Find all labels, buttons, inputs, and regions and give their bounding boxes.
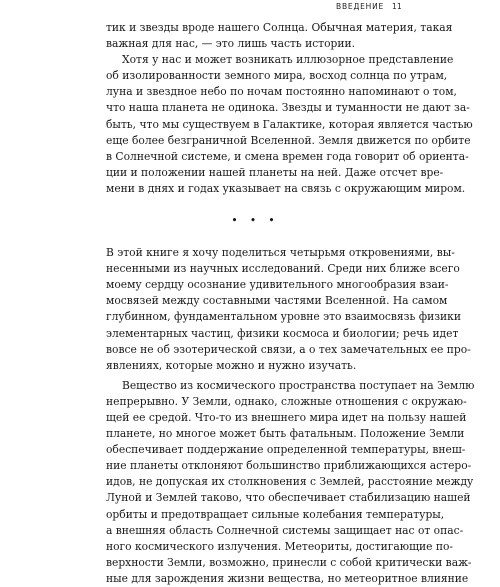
page-number: 11 — [392, 1, 402, 11]
text-line: тик и звезды вроде нашего Солнца. Обычная материя, такая — [106, 21, 453, 34]
text-line: об изолированности земного мира, восход солнца по утрам, — [106, 69, 448, 83]
text-line: луна и звездное небо по ночам постоянно напоминают о том, — [106, 85, 457, 99]
text-line: что наша планета не одинока. Звезды и туманности не дают за- — [106, 101, 470, 115]
text-line: элементарных частиц, физики космоса и биологии; речь идет — [106, 326, 459, 340]
text-line: Вещество из космического пространства поступает на Землю — [122, 378, 475, 392]
body-text — [106, 20, 475, 587]
text-line: мени в днях и годах указывает на связь с окружающим миром. — [106, 181, 466, 195]
separator-dot: • — [268, 213, 277, 227]
paragraph — [106, 245, 471, 374]
text-line: Хотя у нас и может возникать иллюзорное представление — [122, 53, 454, 67]
paragraph — [106, 378, 475, 587]
section-title: ВВЕДЕНИЕ — [336, 1, 385, 11]
text-line: непрерывно. У Земли, однако, сложные отношения с окружаю- — [106, 394, 467, 408]
text-line: ного космического излучения. Метеориты, достигающие по- — [106, 539, 454, 553]
paragraph — [106, 20, 453, 52]
text-line: вовсе не об эзотерической связи, а о тех замечательных ее про- — [106, 342, 471, 356]
text-line: мосвязей между составными частями Вселенной. На самом — [106, 294, 448, 308]
text-line: еще более безграничной Вселенной. Земля движется по орбите — [106, 133, 471, 147]
text-line: явлениях, которые можно и нужно изучать. — [106, 358, 357, 372]
text-line: орбиты и предотвращает сильные колебания температуры, — [106, 507, 445, 521]
text-line: ные для зарождения жизни вещества, но метеоритное влияние — [106, 571, 469, 585]
text-line: быть, что мы существуем в Галактике, которая является частью — [106, 117, 473, 131]
text-line: ции и положении нашей планеты на ней. Даже отсчет вре- — [106, 165, 444, 179]
text-line: Луной и Землей таково, что обеспечивает стабилизацию нашей — [106, 491, 471, 505]
separator-dot: • — [231, 213, 240, 227]
text-line: а внешняя область Солнечной системы защищает нас от опас- — [106, 523, 464, 537]
paragraph — [106, 52, 473, 197]
text-line: глубинном, фундаментальном уровне это взаимосвязь физики — [106, 310, 461, 324]
text-line: идов, не допуская их столкновения с Землей, расстояние между — [106, 475, 474, 489]
text-line: верхности Земли, возможно, принесли с собой критически важ- — [106, 555, 472, 569]
text-line: В этой книге я хочу поделиться четырьмя откровениями, вы- — [106, 246, 455, 260]
text-line: важная для нас, — это лишь часть истории. — [106, 37, 356, 51]
text-line: несенными из научных исследований. Среди них ближе всего — [106, 262, 460, 276]
separator-dot: • — [249, 213, 259, 227]
text-line: обеспечивает поддержание определенной температуры, внеш- — [106, 443, 466, 457]
text-line: в Солнечной системе, и смена времен года говорит об ориента- — [106, 149, 469, 163]
section-separator — [106, 197, 402, 245]
text-line: моему сердцу осознание удивительного многообразия взаи- — [106, 278, 449, 292]
text-line: планете, но многое может быть фатальным. Положение Земли — [106, 427, 465, 441]
text-line: щей ее средой. Что-то из внешнего мира идет на пользу нашей — [106, 410, 467, 424]
running-head — [336, 0, 402, 12]
text-line: ние планеты отклоняют большинство приближающихся астеро- — [106, 459, 472, 473]
